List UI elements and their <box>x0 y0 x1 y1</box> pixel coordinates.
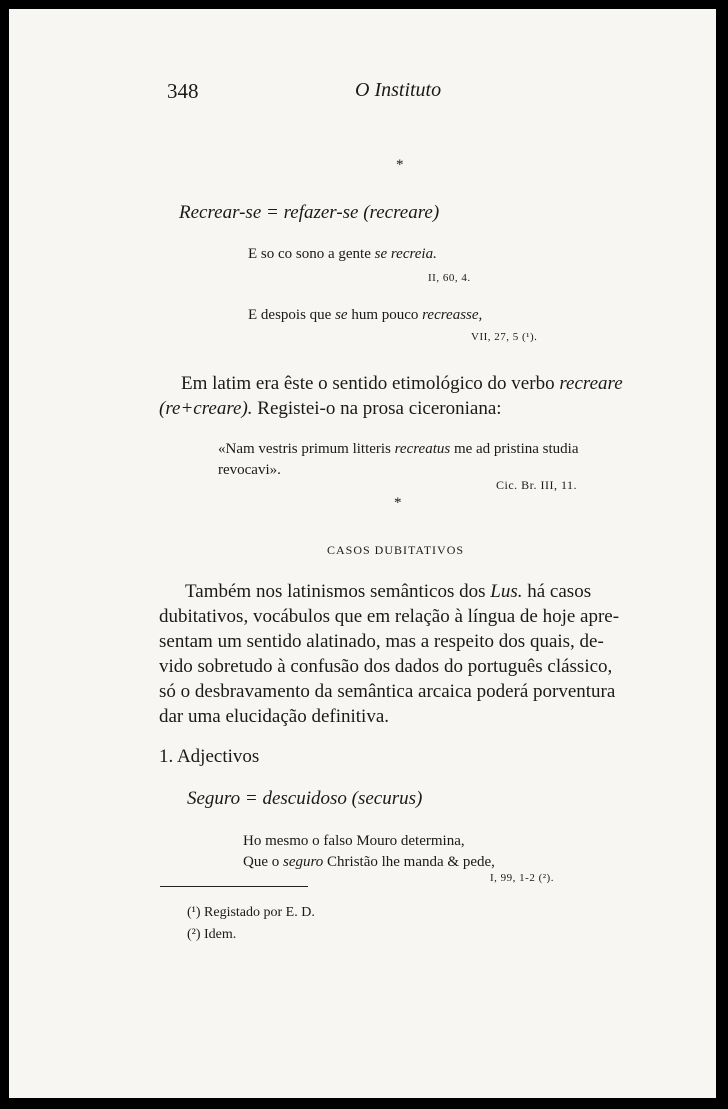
paragraph-1-line-1: Em latim era êste o sentido etimológico do verbo recreare <box>181 373 623 394</box>
verse-ref-2: VII, 27, 5 (¹). <box>471 331 538 343</box>
paragraph-2-line-2: dubitativos, vocábulos que em relação à língua de hoje apre- <box>159 606 620 627</box>
entry-heading-seguro: Seguro = descuidoso (securus) <box>187 788 423 809</box>
verse-quote-2: E despois que se hum pouco recreasse, <box>248 307 483 323</box>
paragraph-2-line-4: vido sobretudo à confusão dos dados do português clássico, <box>159 656 613 677</box>
section-title: CASOS DUBITATIVOS <box>327 543 465 557</box>
entry-heading-recrear: Recrear-se = refazer-se (recreare) <box>179 202 440 223</box>
footnote-rule <box>160 886 308 887</box>
cicero-quote-line-1: «Nam vestris primum litteris recreatus me ad pristina studia <box>218 441 579 457</box>
paragraph-2-line-3: sentam um sentido alatinado, mas a respeito dos quais, de- <box>159 631 604 652</box>
running-title: O Instituto <box>355 79 442 101</box>
verse-quote-3: Ho mesmo o falso Mouro determina, <box>243 833 465 849</box>
paragraph-2-line-1: Também nos latinismos semânticos dos Lus. há casos <box>185 581 592 602</box>
book-page <box>9 9 716 1098</box>
subsection-title: 1. Adjectivos <box>159 746 260 767</box>
page-number: 348 <box>167 79 199 103</box>
footnote-2: (²) Idem. <box>187 927 237 942</box>
paragraph-1-line-2: (re+creare). Registei-o na prosa ciceroniana: <box>159 398 502 419</box>
footnote-1: (¹) Registado por E. D. <box>187 905 315 920</box>
verse-ref-3: I, 99, 1-2 (²). <box>490 872 554 884</box>
ornament-asterisk: * <box>396 157 404 173</box>
ornament-asterisk-2: * <box>394 495 402 511</box>
cicero-ref: Cic. Br. III, 11. <box>496 478 578 492</box>
verse-quote-4: Que o seguro Christão lhe manda & pede, <box>243 854 495 870</box>
paragraph-2-line-6: dar uma elucidação definitiva. <box>159 706 390 727</box>
verse-ref-1: II, 60, 4. <box>428 272 471 284</box>
cicero-quote-line-2: revocavi». <box>218 462 281 478</box>
verse-quote-1: E so co sono a gente se recreia. <box>248 246 437 262</box>
paragraph-2-line-5: só o desbravamento da semântica arcaica poderá porventura <box>159 681 616 702</box>
